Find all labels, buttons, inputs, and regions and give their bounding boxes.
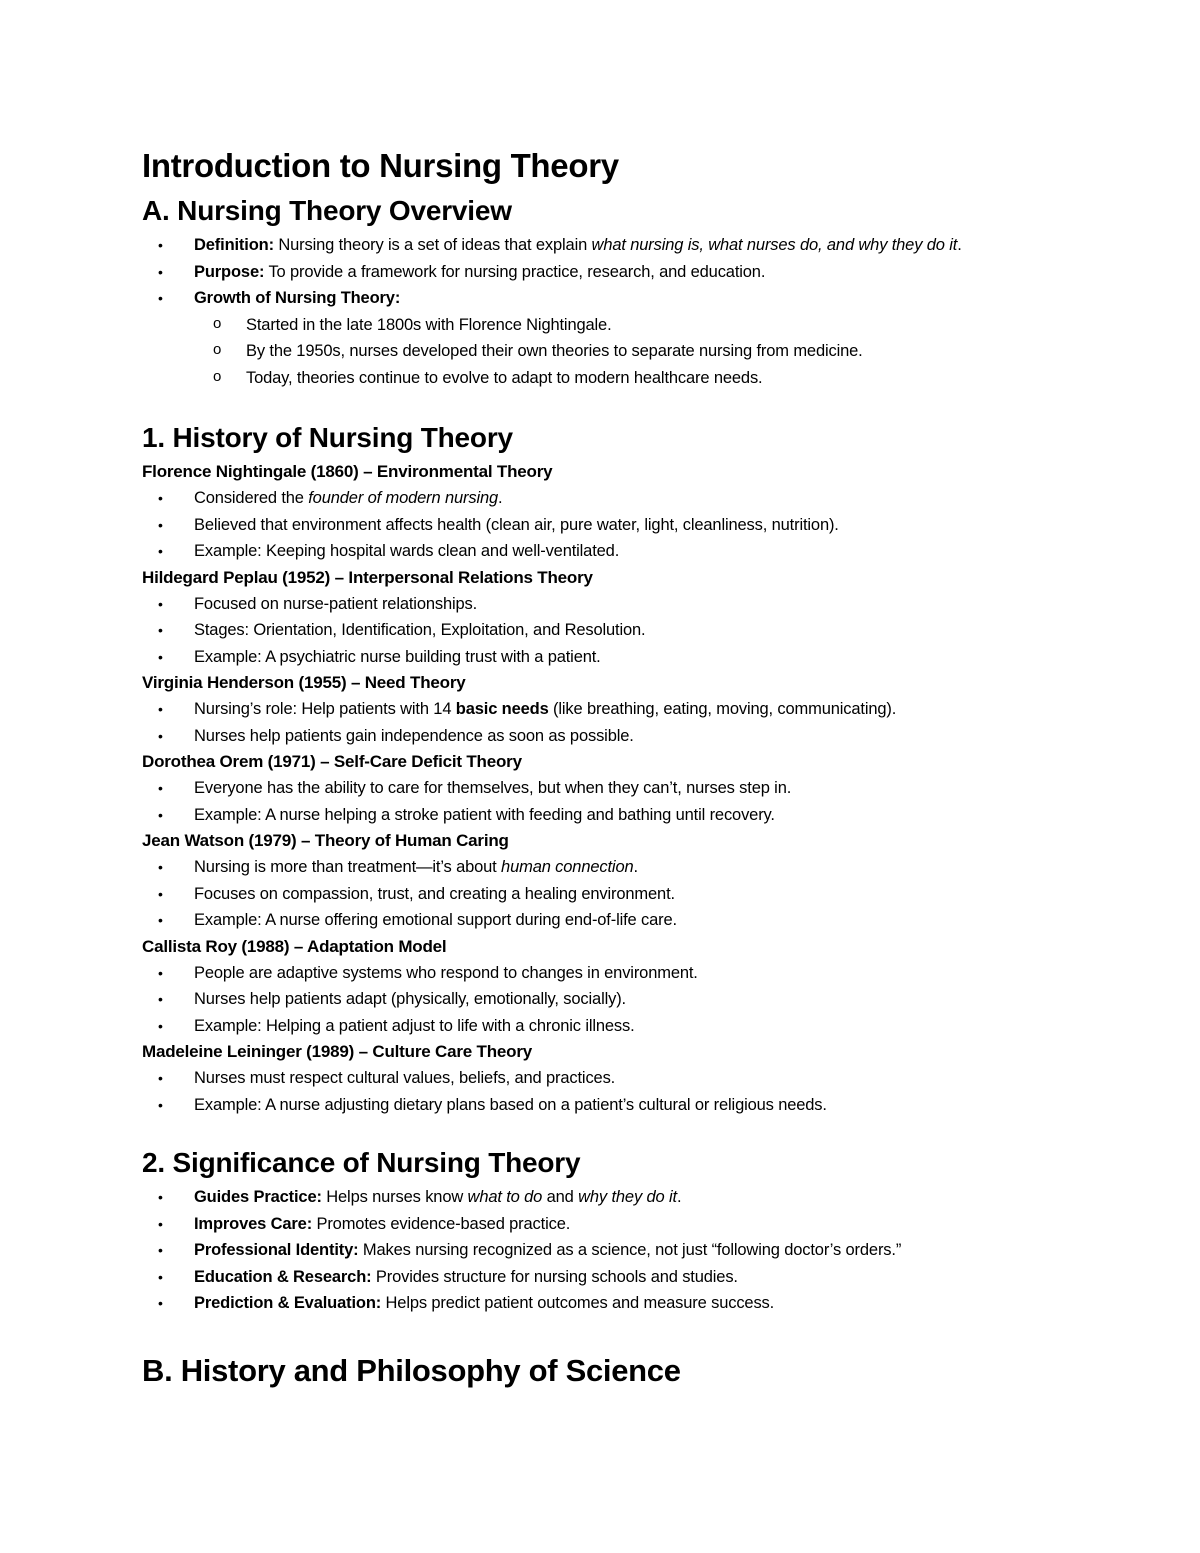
section-1-heading: 1. History of Nursing Theory <box>142 422 513 453</box>
bullet-icon: • <box>158 1070 163 1086</box>
list-item: • Example: A nurse helping a stroke patient with feeding and bathing until recovery. <box>142 802 1072 829</box>
list-item: • Nursing’s role: Help patients with 14 basic needs (like breathing, eating, moving, communicating). <box>142 696 1072 723</box>
list-item: • Considered the founder of modern nursing. <box>142 485 1072 512</box>
bullet-icon: • <box>158 1017 163 1034</box>
bullet-icon: • <box>158 701 163 717</box>
nightingale-list <box>142 485 1072 565</box>
bullet-icon: • <box>158 1242 163 1258</box>
orem-list <box>142 775 1072 828</box>
list-item: • Nurses must respect cultural values, beliefs, and practices. <box>142 1065 1072 1092</box>
watson-title: Jean Watson (1979) – Theory of Human Caring <box>142 831 509 850</box>
list-item-education-research: • Education & Research: Provides structure for nursing schools and studies. <box>142 1264 1072 1291</box>
bullet-icon: • <box>158 964 163 981</box>
bullet-icon: • <box>158 912 163 928</box>
section-a-list <box>142 232 1072 391</box>
bullet-icon: • <box>158 237 163 253</box>
list-item: • Stages: Orientation, Identification, Exploitation, and Resolution. <box>142 617 1072 644</box>
sub-list-item: o Today, theories continue to evolve to adapt to modern healthcare needs. <box>142 365 1072 392</box>
list-item: • Everyone has the ability to care for themselves, but when they can’t, nurses step in. <box>142 775 1072 802</box>
roy-list <box>142 960 1072 1040</box>
list-item: • Believed that environment affects health (clean air, pure water, light, cleanliness, nutrition). <box>142 512 1072 539</box>
watson-list <box>142 854 1072 934</box>
peplau-title: Hildegard Peplau (1952) – Interpersonal Relations Theory <box>142 567 593 587</box>
bullet-icon: • <box>158 490 163 506</box>
circle-bullet-icon: o <box>213 314 222 332</box>
bullet-icon: • <box>158 806 163 823</box>
section-2-list <box>142 1184 1072 1317</box>
henderson-list <box>142 696 1072 749</box>
bullet-icon: • <box>158 1215 163 1232</box>
list-item: • Example: Keeping hospital wards clean and well-ventilated. <box>142 538 1072 565</box>
list-item-improves-care: • Improves Care: Promotes evidence-based practice. <box>142 1211 1072 1238</box>
henderson-title: Virginia Henderson (1955) – Need Theory <box>142 673 466 692</box>
list-item-purpose: • Purpose: To provide a framework for nursing practice, research, and education. <box>142 259 1072 286</box>
leininger-list <box>142 1065 1072 1118</box>
bullet-icon: • <box>158 1096 163 1113</box>
list-item: • Example: A nurse offering emotional support during end-of-life care. <box>142 907 1072 934</box>
sub-list-item: o Started in the late 1800s with Florence Nightingale. <box>142 312 1072 339</box>
spacer <box>142 1317 1072 1347</box>
list-item-prediction-evaluation: • Prediction & Evaluation: Helps predict patient outcomes and measure success. <box>142 1290 1072 1317</box>
bullet-icon: • <box>158 727 163 744</box>
bullet-icon: • <box>158 622 163 638</box>
section-b-heading: B. History and Philosophy of Science <box>142 1352 681 1388</box>
peplau-list <box>142 591 1072 671</box>
leininger-title: Madeleine Leininger (1989) – Culture Care Theory <box>142 1042 533 1061</box>
list-item-guides-practice: • Guides Practice: Helps nurses know what to do and why they do it. <box>142 1184 1072 1211</box>
list-item: • Example: A nurse adjusting dietary plans based on a patient’s cultural or religious needs. <box>142 1092 1072 1119</box>
list-item: • Nurses help patients gain independence as soon as possible. <box>142 723 1072 750</box>
section-a-heading: A. Nursing Theory Overview <box>142 195 512 226</box>
bullet-icon: • <box>158 991 163 1007</box>
document-title: Introduction to Nursing Theory <box>142 147 619 184</box>
spacer <box>142 391 1072 417</box>
bullet-icon: • <box>158 1268 163 1285</box>
bullet-icon: • <box>158 780 163 796</box>
circle-bullet-icon: o <box>213 341 222 358</box>
list-item-professional-identity: • Professional Identity: Makes nursing recognized as a science, not just “following doctor’s orders.” <box>142 1237 1072 1264</box>
orem-title: Dorothea Orem (1971) – Self-Care Deficit Theory <box>142 752 522 771</box>
roy-title: Callista Roy (1988) – Adaptation Model <box>142 936 447 956</box>
sub-list-item: o By the 1950s, nurses developed their own theories to separate nursing from medicine. <box>142 338 1072 365</box>
list-item: • People are adaptive systems who respond to changes in environment. <box>142 960 1072 987</box>
list-item-definition: • Definition: Nursing theory is a set of ideas that explain what nursing is, what nurses do, and why they do it. <box>142 232 1072 259</box>
document-content <box>142 142 1072 1395</box>
bullet-icon: • <box>158 290 163 306</box>
bullet-icon: • <box>158 885 163 902</box>
list-item: • Nursing is more than treatment—it’s about human connection. <box>142 854 1072 881</box>
bullet-icon: • <box>158 1189 163 1205</box>
list-item-growth: • Growth of Nursing Theory: <box>142 285 1072 312</box>
bullet-icon: • <box>158 595 163 612</box>
bullet-icon: • <box>158 1295 163 1311</box>
list-item: • Focuses on compassion, trust, and creating a healing environment. <box>142 881 1072 908</box>
bullet-icon: • <box>158 516 163 533</box>
list-item: • Example: A psychiatric nurse building trust with a patient. <box>142 644 1072 671</box>
bullet-icon: • <box>158 648 163 665</box>
spacer <box>142 1118 1072 1142</box>
list-item: • Example: Helping a patient adjust to life with a chronic illness. <box>142 1013 1072 1040</box>
section-2-heading: 2. Significance of Nursing Theory <box>142 1147 581 1178</box>
list-item: • Nurses help patients adapt (physically, emotionally, socially). <box>142 986 1072 1013</box>
nightingale-title: Florence Nightingale (1860) – Environmental Theory <box>142 462 553 481</box>
bullet-icon: • <box>158 543 163 559</box>
list-item: • Focused on nurse-patient relationships. <box>142 591 1072 618</box>
circle-bullet-icon: o <box>213 367 222 385</box>
bullet-icon: • <box>158 859 163 875</box>
bullet-icon: • <box>158 263 163 280</box>
